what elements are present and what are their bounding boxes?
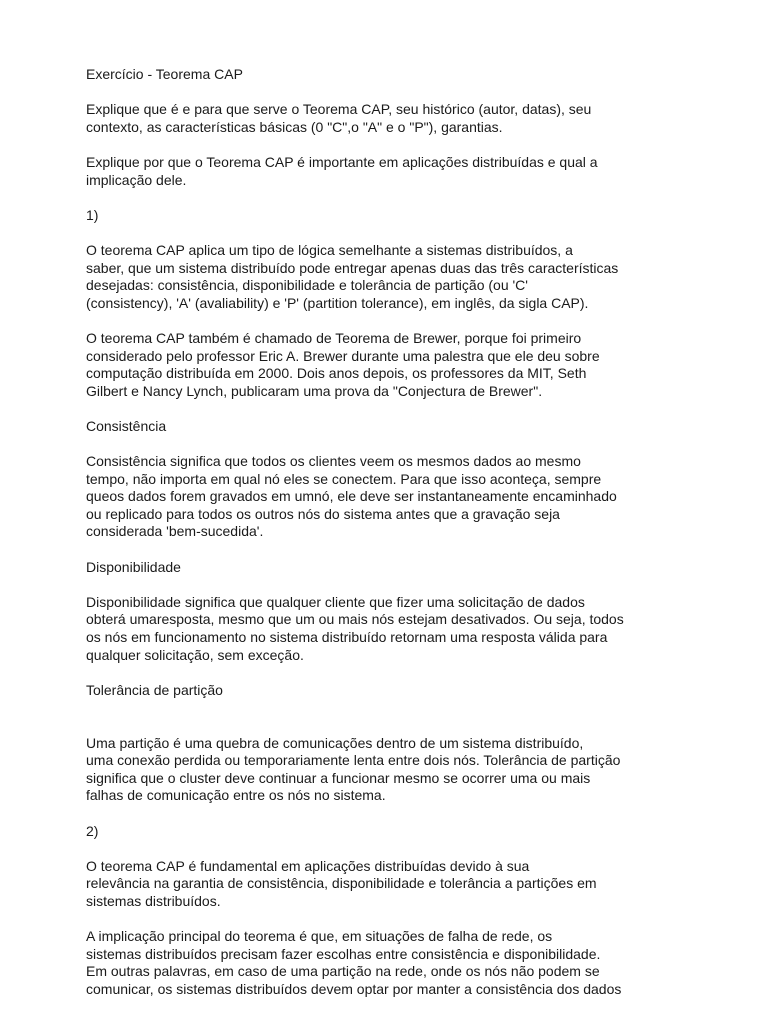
question-2-line: Explique por que o Teorema CAP é importante em aplicações distribuídas e qual a bbox=[86, 153, 598, 170]
paragraph-line: considerado pelo professor Eric A. Brewer durante uma palestra que ele deu sobre bbox=[86, 347, 600, 364]
paragraph-line: saber, que um sistema distribuído pode entregar apenas duas das três características bbox=[86, 259, 619, 276]
paragraph-line: tempo, não importa em qual nó eles se conectem. Para que isso aconteça, sempre bbox=[86, 470, 602, 487]
paragraph-line: Em outras palavras, em caso de uma partição na rede, onde os nós não podem se bbox=[86, 963, 600, 980]
paragraph-line: A implicação principal do teorema é que, em situações de falha de rede, os bbox=[86, 928, 553, 945]
question-1-line: Explique que é e para que serve o Teorema CAP, seu histórico (autor, datas), seu bbox=[86, 101, 592, 118]
spacer bbox=[86, 312, 646, 330]
paragraph-implication bbox=[86, 928, 646, 998]
paragraph-line: ou replicado para todos os outros nós do sistema antes que a gravação seja bbox=[86, 505, 560, 522]
answer-1-label: 1) bbox=[86, 206, 99, 223]
paragraph-line: obterá umaresposta, mesmo que um ou mais nós estejam desativados. Ou seja, todos bbox=[86, 611, 624, 628]
paragraph-line: O teorema CAP é fundamental em aplicações distribuídas devido à sua bbox=[86, 857, 530, 874]
paragraph-line: falhas de comunicação entre os nós no sistema. bbox=[86, 787, 386, 804]
question-2 bbox=[86, 154, 646, 189]
spacer bbox=[86, 400, 646, 418]
paragraph-line: comunicar, os sistemas distribuídos devem optar por manter a consistência dos dados bbox=[86, 980, 622, 997]
spacer bbox=[86, 805, 646, 823]
spacer bbox=[86, 224, 646, 242]
spacer bbox=[86, 576, 646, 594]
paragraph-line: Gilbert e Nancy Lynch, publicaram uma prova da "Conjectura de Brewer". bbox=[86, 382, 543, 399]
paragraph-importance bbox=[86, 858, 646, 911]
spacer bbox=[86, 84, 646, 102]
paragraph-history bbox=[86, 330, 646, 400]
heading-consistency: Consistência bbox=[86, 417, 167, 434]
heading-availability: Disponibilidade bbox=[86, 558, 181, 575]
question-2-line: implicação dele. bbox=[86, 171, 187, 188]
paragraph-line: queos dados forem gravados em umnó, ele deve ser instantaneamente encaminhado bbox=[86, 488, 617, 505]
paragraph-consistency bbox=[86, 453, 646, 541]
spacer bbox=[86, 435, 646, 453]
paragraph-line: Disponibilidade significa que qualquer cliente que fizer uma solicitação de dados bbox=[86, 593, 585, 610]
paragraph-line: relevância na garantia de consistência, disponibilidade e tolerância a partições em bbox=[86, 875, 597, 892]
paragraph-line: sistemas distribuídos precisam fazer escolhas entre consistência e disponibilidade. bbox=[86, 945, 601, 962]
spacer bbox=[86, 189, 646, 207]
paragraph-line: uma conexão perdida ou temporariamente lenta entre dois nós. Tolerância de partição bbox=[86, 752, 621, 769]
paragraph-line: Consistência significa que todos os clientes veem os mesmos dados ao mesmo bbox=[86, 453, 581, 470]
question-1 bbox=[86, 101, 646, 136]
spacer bbox=[86, 541, 646, 559]
paragraph-line: O teorema CAP também é chamado de Teorema de Brewer, porque foi primeiro bbox=[86, 329, 582, 346]
document-page bbox=[86, 66, 646, 998]
paragraph-line: os nós em funcionamento no sistema distribuído retornam uma resposta válida para bbox=[86, 629, 608, 645]
paragraph-availability bbox=[86, 594, 646, 664]
document-title: Exercício - Teorema CAP bbox=[86, 66, 243, 82]
spacer bbox=[86, 136, 646, 154]
spacer bbox=[86, 840, 646, 858]
paragraph-line: sistemas distribuídos. bbox=[86, 892, 221, 909]
spacer bbox=[86, 911, 646, 929]
spacer bbox=[86, 664, 646, 682]
paragraph-cap-definition bbox=[86, 242, 646, 312]
paragraph-line: considerada 'bem-sucedida'. bbox=[86, 523, 264, 540]
paragraph-line: qualquer solicitação, sem exceção. bbox=[86, 646, 304, 663]
paragraph-partition-tolerance bbox=[86, 735, 646, 805]
paragraph-line: desejadas: consistência, disponibilidade e tolerância de partição (ou 'C' bbox=[86, 277, 528, 294]
paragraph-line: (consistency), 'A' (avaliability) e 'P' (partition tolerance), em inglês, da sigla CAP). bbox=[86, 294, 589, 311]
paragraph-line: computação distribuída em 2000. Dois anos depois, os professores da MIT, Seth bbox=[86, 365, 587, 382]
paragraph-line: O teorema CAP aplica um tipo de lógica semelhante a sistemas distribuídos, a bbox=[86, 241, 573, 258]
heading-partition-tolerance: Tolerância de partição bbox=[86, 681, 223, 698]
paragraph-line: significa que o cluster deve continuar a funcionar mesmo se ocorrer uma ou mais bbox=[86, 769, 591, 786]
answer-2-label: 2) bbox=[86, 822, 99, 839]
question-1-line: contexto, as características básicas (0 "C",o "A" e o "P"), garantias. bbox=[86, 118, 503, 135]
spacer bbox=[86, 699, 646, 734]
paragraph-line: Uma partição é uma quebra de comunicações dentro de um sistema distribuído, bbox=[86, 734, 584, 751]
